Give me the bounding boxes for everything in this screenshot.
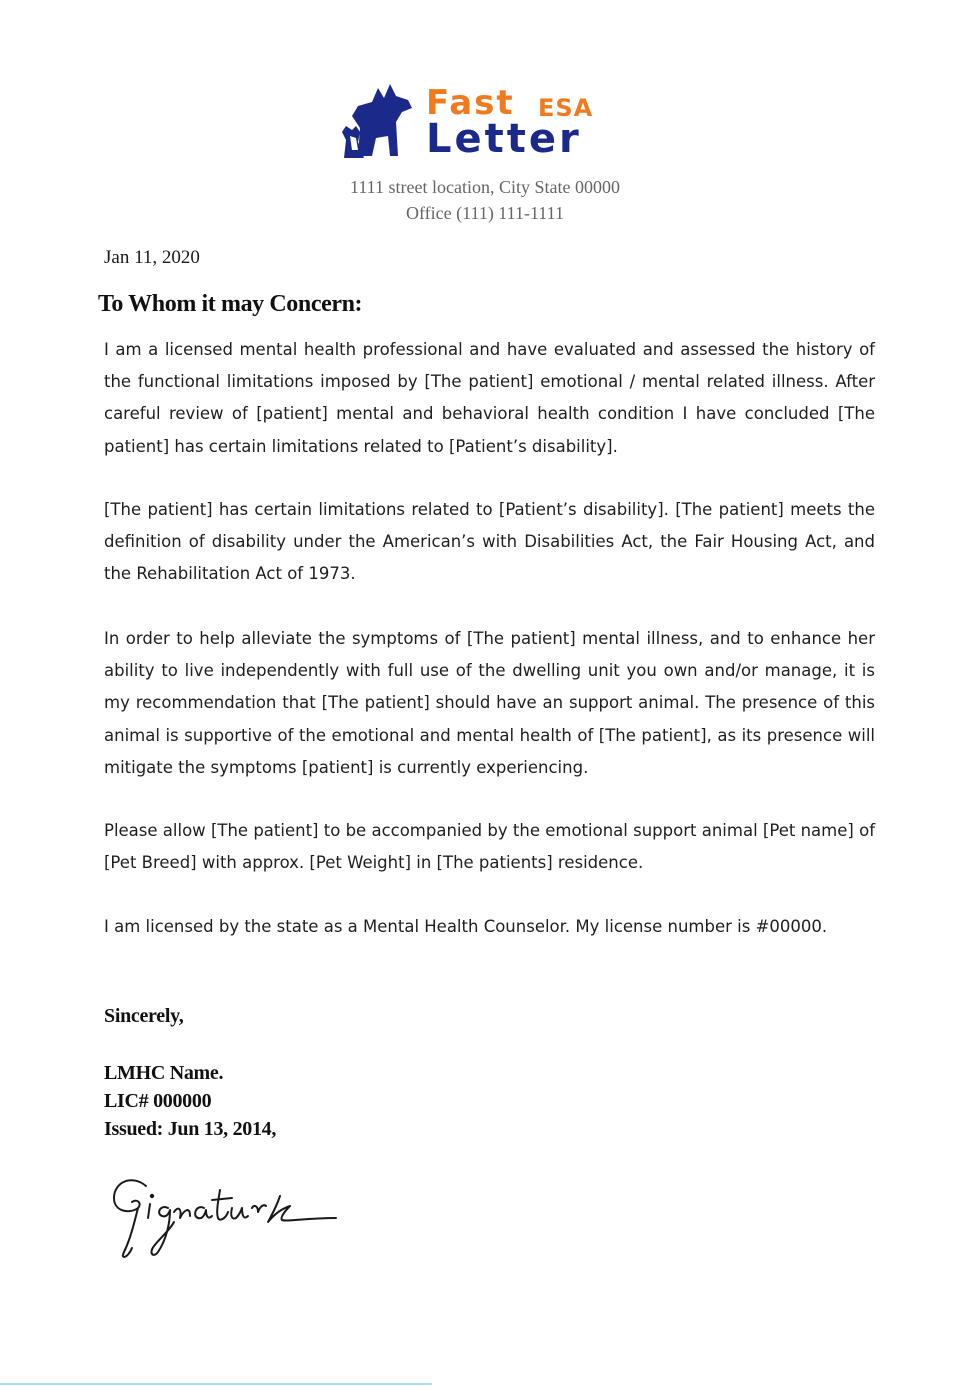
bottom-divider — [0, 1383, 432, 1385]
body-paragraph: I am licensed by the state as a Mental Health Counselor. My license number is #00000. — [104, 917, 828, 936]
company-phone: Office (111) 111-1111 — [406, 203, 564, 223]
company-logo — [338, 76, 618, 162]
letter-date: Jan 11, 2020 — [104, 247, 200, 268]
handwritten-signature — [108, 1168, 340, 1264]
logo-wordmark — [426, 84, 616, 160]
body-paragraph: [The patient] has certain limitations related to [Patient’s disability]. [The patient] meets the definition of disability under the American’s with Disabilities Act, the Fair Housing Act, and the Rehabilitation Act of 1973. — [104, 500, 875, 584]
dog-cat-silhouette-icon — [338, 76, 424, 162]
body-paragraph: I am a licensed mental health professional and have evaluated and assessed the history of the functional limitations imposed by [The patient] emotional / mental related illness. After careful review of [patient] mental and behavioral health condition I have concluded [The patient] has certain limitations related to [Patient’s disability]. — [104, 340, 875, 456]
closing: Sincerely, — [104, 1005, 184, 1027]
signer-name: LMHC Name. — [104, 1062, 224, 1084]
company-address: 1111 street location, City State 00000 — [350, 177, 620, 197]
logo-letter-text: Letter — [426, 116, 582, 162]
license-number: LIC# 000000 — [104, 1090, 212, 1112]
issued-date: Issued: Jun 13, 2014, — [104, 1118, 277, 1140]
body-paragraph: In order to help alleviate the symptoms of [The patient] mental illness, and to enhance her ability to live independently with full use of the dwelling unit you own and/or manage, it is my recommendation that [The patient] should have an support animal. The presence of this animal is supportive of the emotional and mental health of [The patient], as its presence will mitigate the symptoms [patient] is currently experiencing. — [104, 629, 875, 777]
salutation: To Whom it may Concern: — [98, 291, 363, 317]
body-paragraph: Please allow [The patient] to be accompanied by the emotional support animal [Pet name] of [Pet Breed] with approx. [Pet Weight] in [The patients] residence. — [104, 821, 875, 873]
logo-fast-text: Fast — [426, 83, 515, 123]
logo-esa-text: ESA — [538, 94, 594, 122]
